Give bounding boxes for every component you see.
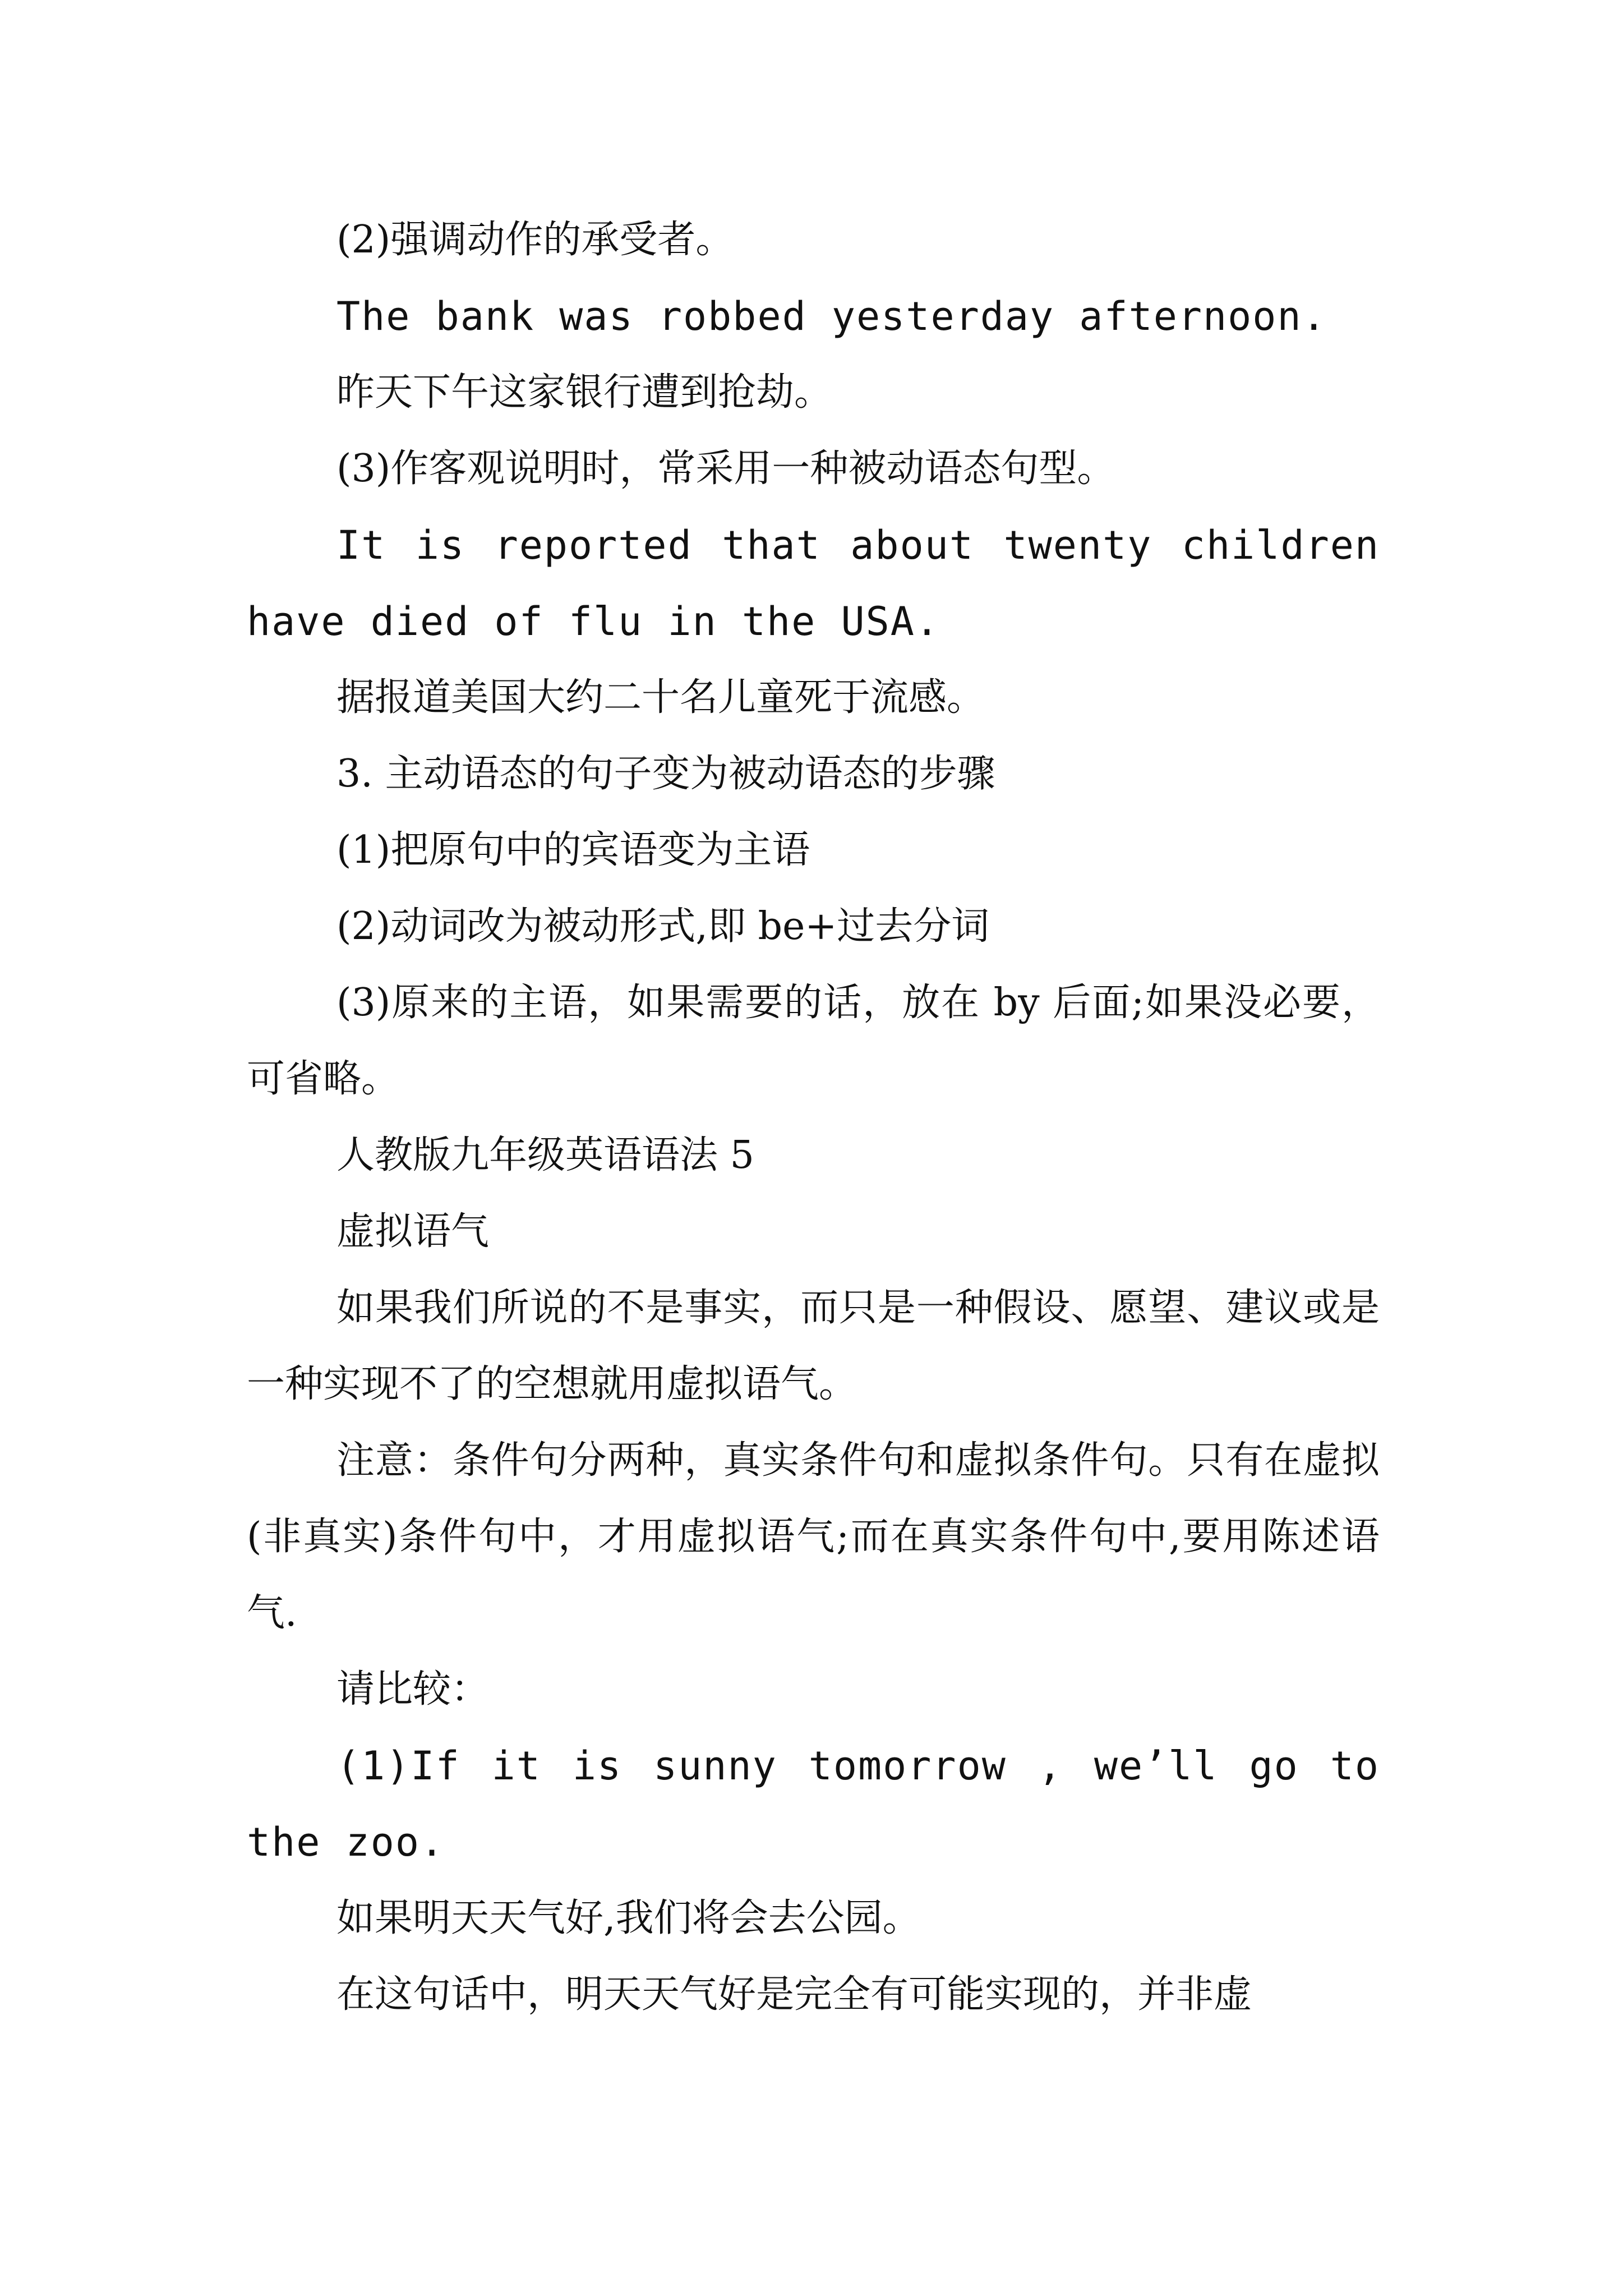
paragraph-subjunctive-definition: 如果我们所说的不是事实，而只是一种假设、愿望、建议或是一种实现不了的空想就用虚拟语气。 — [247, 1286, 1380, 1406]
paragraph-explanation: 在这句话中，明天天气好是完全有可能实现的，并非虚 — [336, 1972, 1252, 2017]
section-title-grammar-5: 人教版九年级英语语法 5 — [336, 1133, 754, 1177]
paragraph-point-3-objective: (3)作客观说明时，常采用一种被动语态句型。 — [336, 447, 1115, 491]
paragraph-point-2-emphasis: (2)强调动作的承受者。 — [336, 218, 734, 262]
paragraph-note-conditionals: 注意：条件句分两种，真实条件句和虚拟条件句。只有在虚拟(非真实)条件句中，才用虚拟语气;而在真实条件句中,要用陈述语气. — [247, 1438, 1380, 1635]
paragraph-example-zoo: (1)If it is sunny tomorrow , we’ll go to the zoo. — [247, 1743, 1380, 1865]
paragraph-example-bank: The bank was robbed yesterday afternoon. — [336, 293, 1327, 339]
paragraph-compare-label: 请比较： — [336, 1667, 490, 1711]
section-heading-subjunctive: 虚拟语气 — [336, 1209, 490, 1254]
paragraph-translation-zoo: 如果明天天气好,我们将会去公园。 — [336, 1896, 921, 1940]
paragraph-step-2: (2)动词改为被动形式,即 be+过去分词 — [336, 904, 990, 949]
paragraph-translation-flu: 据报道美国大约二十名儿童死于流感。 — [336, 675, 985, 720]
section-heading-passive-steps: 3. 主动语态的句子变为被动语态的步骤 — [336, 752, 995, 796]
paragraph-translation-bank: 昨天下午这家银行遭到抢劫。 — [336, 370, 833, 415]
paragraph-step-3: (3)原来的主语，如果需要的话，放在 by 后面;如果没必要，可省略。 — [247, 981, 1380, 1101]
paragraph-example-flu: It is reported that about twenty children have died of flu in the USA. — [247, 522, 1380, 645]
document-page — [247, 202, 1380, 2033]
paragraph-step-1: (1)把原句中的宾语变为主语 — [336, 828, 810, 872]
